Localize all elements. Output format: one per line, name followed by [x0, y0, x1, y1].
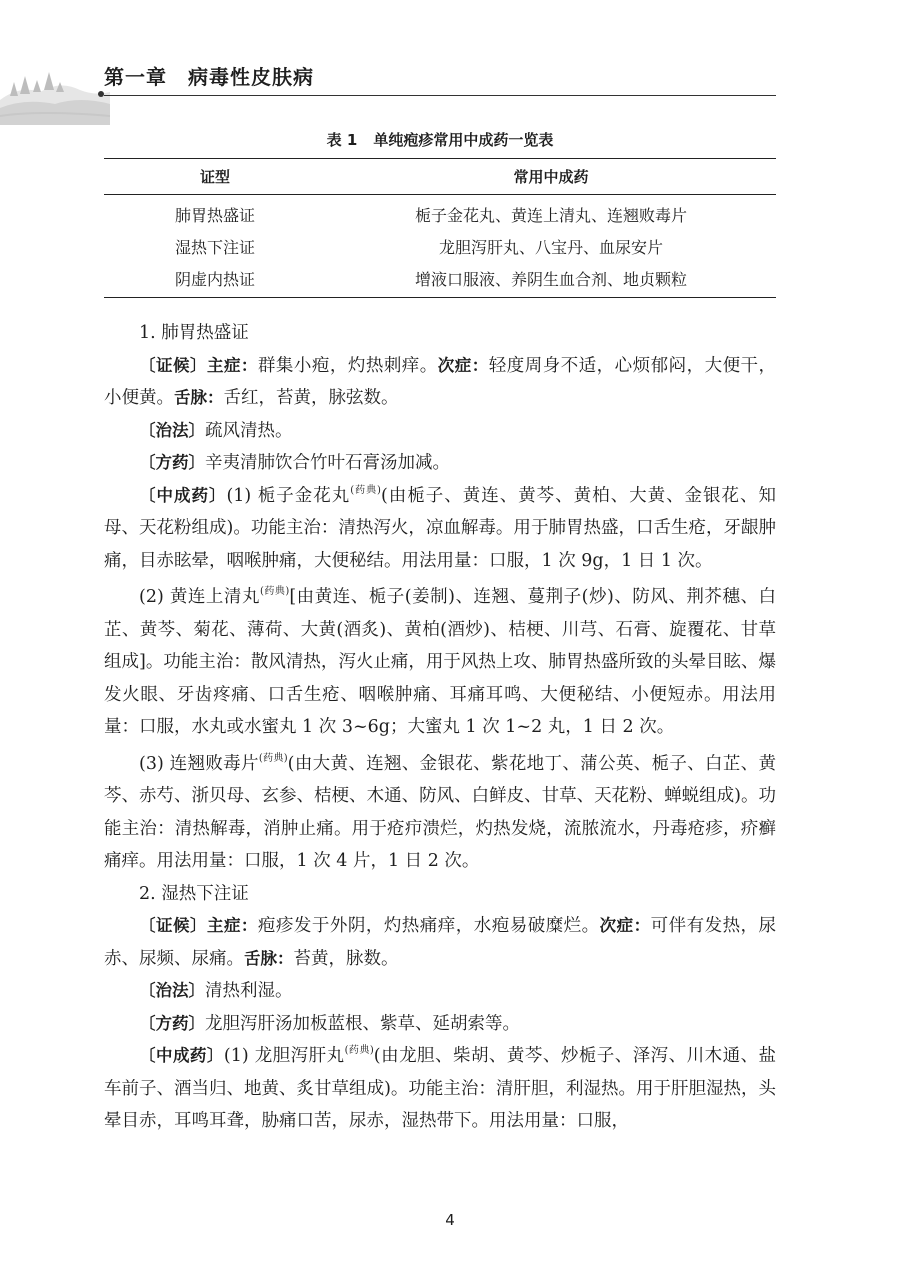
paragraph-text: (由大黄、连翘、金银花、紫花地丁、蒲公英、栀子、白芷、黄芩、赤芍、浙贝母、玄参、桔梗、木通、防风、白鲜皮、甘草、天花粉、蝉蜕组成)。功能主治：清热解毒，消肿止痛。用于疮疖溃烂，灼热发烧，流脓流水，丹毒疮疹，疥癣痛痒。用法用量：口服，1 次 4 片，1 日 2 次。 — [104, 753, 776, 871]
section-heading: 2. 湿热下注证 — [139, 883, 249, 904]
section-label: 〔中成药〕 — [139, 1046, 224, 1065]
paragraph-text: 舌红，苔黄，脉弦数。 — [223, 388, 399, 408]
paragraph-text: 可伴有发热，尿赤、尿频、尿痛。 — [104, 916, 777, 969]
paragraph-text: 清热利湿。 — [205, 981, 293, 1001]
section-label: 〔治法〕 — [139, 420, 205, 440]
header-rule — [104, 95, 776, 96]
table-cell: 肺胃热盛证 — [174, 205, 255, 225]
table-row — [104, 195, 776, 231]
table-cell: 阴虚内热证 — [104, 262, 326, 298]
drug-paragraph — [104, 748, 776, 878]
inline-label: 次症： — [437, 355, 489, 375]
table-cell: 湿热下注证 — [174, 237, 255, 257]
paragraph-text: (由栀子、黄连、黄芩、黄柏、大黄、金银花、知母、天花粉组成)。功能主治：清热泻火，凉血解毒。用于肺胃热盛，口舌生疮，牙龈肿痛，目赤眩晕，咽喉肿痛，大便秘结。用法用量：口服，1 次 9g，1 日 1 次。 — [104, 485, 776, 571]
pharmacopoeia-mark: (药典) — [344, 1045, 374, 1056]
body-text — [104, 317, 776, 1138]
header-rule-dot — [98, 91, 104, 97]
inline-label: 舌脉： — [244, 948, 294, 968]
paragraph-text: 龙胆泻肝汤加板蓝根、紫草、延胡索等。 — [205, 1013, 520, 1034]
inline-label: 主症： — [206, 916, 258, 935]
landscape-decoration-icon — [0, 30, 110, 125]
inline-label: 次症： — [599, 916, 651, 935]
symptoms-paragraph — [104, 350, 776, 415]
section-label: 〔证候〕 — [139, 916, 207, 935]
paragraph-text: 群集小疱，灼热刺痒。 — [257, 355, 438, 376]
column-header: 证型 — [104, 159, 326, 195]
drug-name: (2) 黄连上清丸 — [139, 587, 260, 607]
paragraph-text: 辛夷清肺饮合竹叶石膏汤加减。 — [205, 453, 450, 473]
section-label: 〔中成药〕 — [139, 485, 227, 505]
section-label: 〔治法〕 — [139, 981, 205, 1000]
table-cell: 增液口服液、养阴生血合剂、地贞颗粒 — [326, 262, 776, 298]
table-row — [104, 230, 776, 262]
page-number: 4 — [445, 1211, 455, 1229]
drug-paragraph — [104, 480, 776, 578]
table-caption — [104, 129, 776, 150]
section-label: 〔方药〕 — [139, 453, 205, 472]
drug-paragraph — [104, 581, 776, 744]
paragraph-text: 轻度周身不适，心烦郁闷，大便干，小便黄。 — [104, 355, 777, 408]
column-header: 常用中成药 — [326, 159, 776, 195]
drug-name: (3) 连翘败毒片 — [139, 753, 259, 774]
table-cell: 栀子金花丸、黄连上清丸、连翘败毒片 — [414, 205, 687, 225]
section-heading: 1. 肺胃热盛证 — [139, 323, 249, 343]
pharmacopoeia-mark: (药典) — [259, 586, 290, 597]
pharmacopoeia-mark: (药典) — [258, 752, 288, 764]
section-label: 〔方药〕 — [139, 1013, 205, 1033]
table-title: 单纯疱疹常用中成药一览表 — [373, 131, 554, 149]
treatment-paragraph — [104, 975, 776, 1008]
section-label: 〔证候〕 — [139, 355, 207, 375]
paragraph-text: [由黄连、栀子(姜制)、连翘、蔓荆子(炒)、防风、荆芥穗、白芷、黄芩、菊花、薄荷、大黄(酒炙)、黄柏(酒炒)、桔梗、川芎、石膏、旋覆花、甘草组成]。功能主治：散风清热，泻火止痛，用于风热上攻、肺胃热盛所致的头晕目眩、爆发火眼、牙齿疼痛、口舌生疮、咽喉肿痛、耳痛耳鸣、大便秘结、小便短赤。用法用量：口服，水丸或水蜜丸 1 次 3~6g；大蜜丸 1 次 1~2 丸，1 日 2 次。 — [104, 587, 776, 737]
paragraph-text: 疏风清热。 — [205, 420, 293, 441]
table-number: 表 1 — [326, 131, 358, 149]
paragraph-text: (由龙胆、柴胡、黄芩、炒栀子、泽泻、川木通、盐车前子、酒当归、地黄、炙甘草组成)。功能主治：清肝胆，利湿热。用于肝胆湿热，头晕目赤，耳鸣耳聋，胁痛口苦，尿赤，湿热带下。用法用量：口服， — [104, 1046, 777, 1131]
table-cell: 龙胆泻肝丸、八宝丹、血尿安片 — [438, 237, 663, 257]
inline-label: 舌脉： — [174, 388, 224, 407]
inline-label: 主症： — [206, 355, 258, 375]
drug-table — [104, 158, 776, 298]
paragraph-text: 苔黄，脉数。 — [293, 948, 399, 969]
prescription-paragraph — [104, 1008, 776, 1041]
drug-paragraph — [104, 1040, 776, 1138]
chapter-title: 第一章 病毒性皮肤病 — [104, 65, 314, 89]
drug-name: (1) 龙胆泻肝丸 — [223, 1046, 345, 1066]
pharmacopoeia-mark: (药典) — [350, 484, 381, 496]
paragraph-text: 疱疹发于外阴，灼热痛痒，水疱易破糜烂。 — [257, 916, 600, 936]
table-header-row — [104, 159, 776, 195]
prescription-paragraph — [104, 447, 776, 480]
treatment-paragraph — [104, 415, 776, 448]
symptoms-paragraph — [104, 910, 776, 975]
table-row — [104, 262, 776, 298]
drug-name: (1) 栀子金花丸 — [226, 485, 351, 506]
